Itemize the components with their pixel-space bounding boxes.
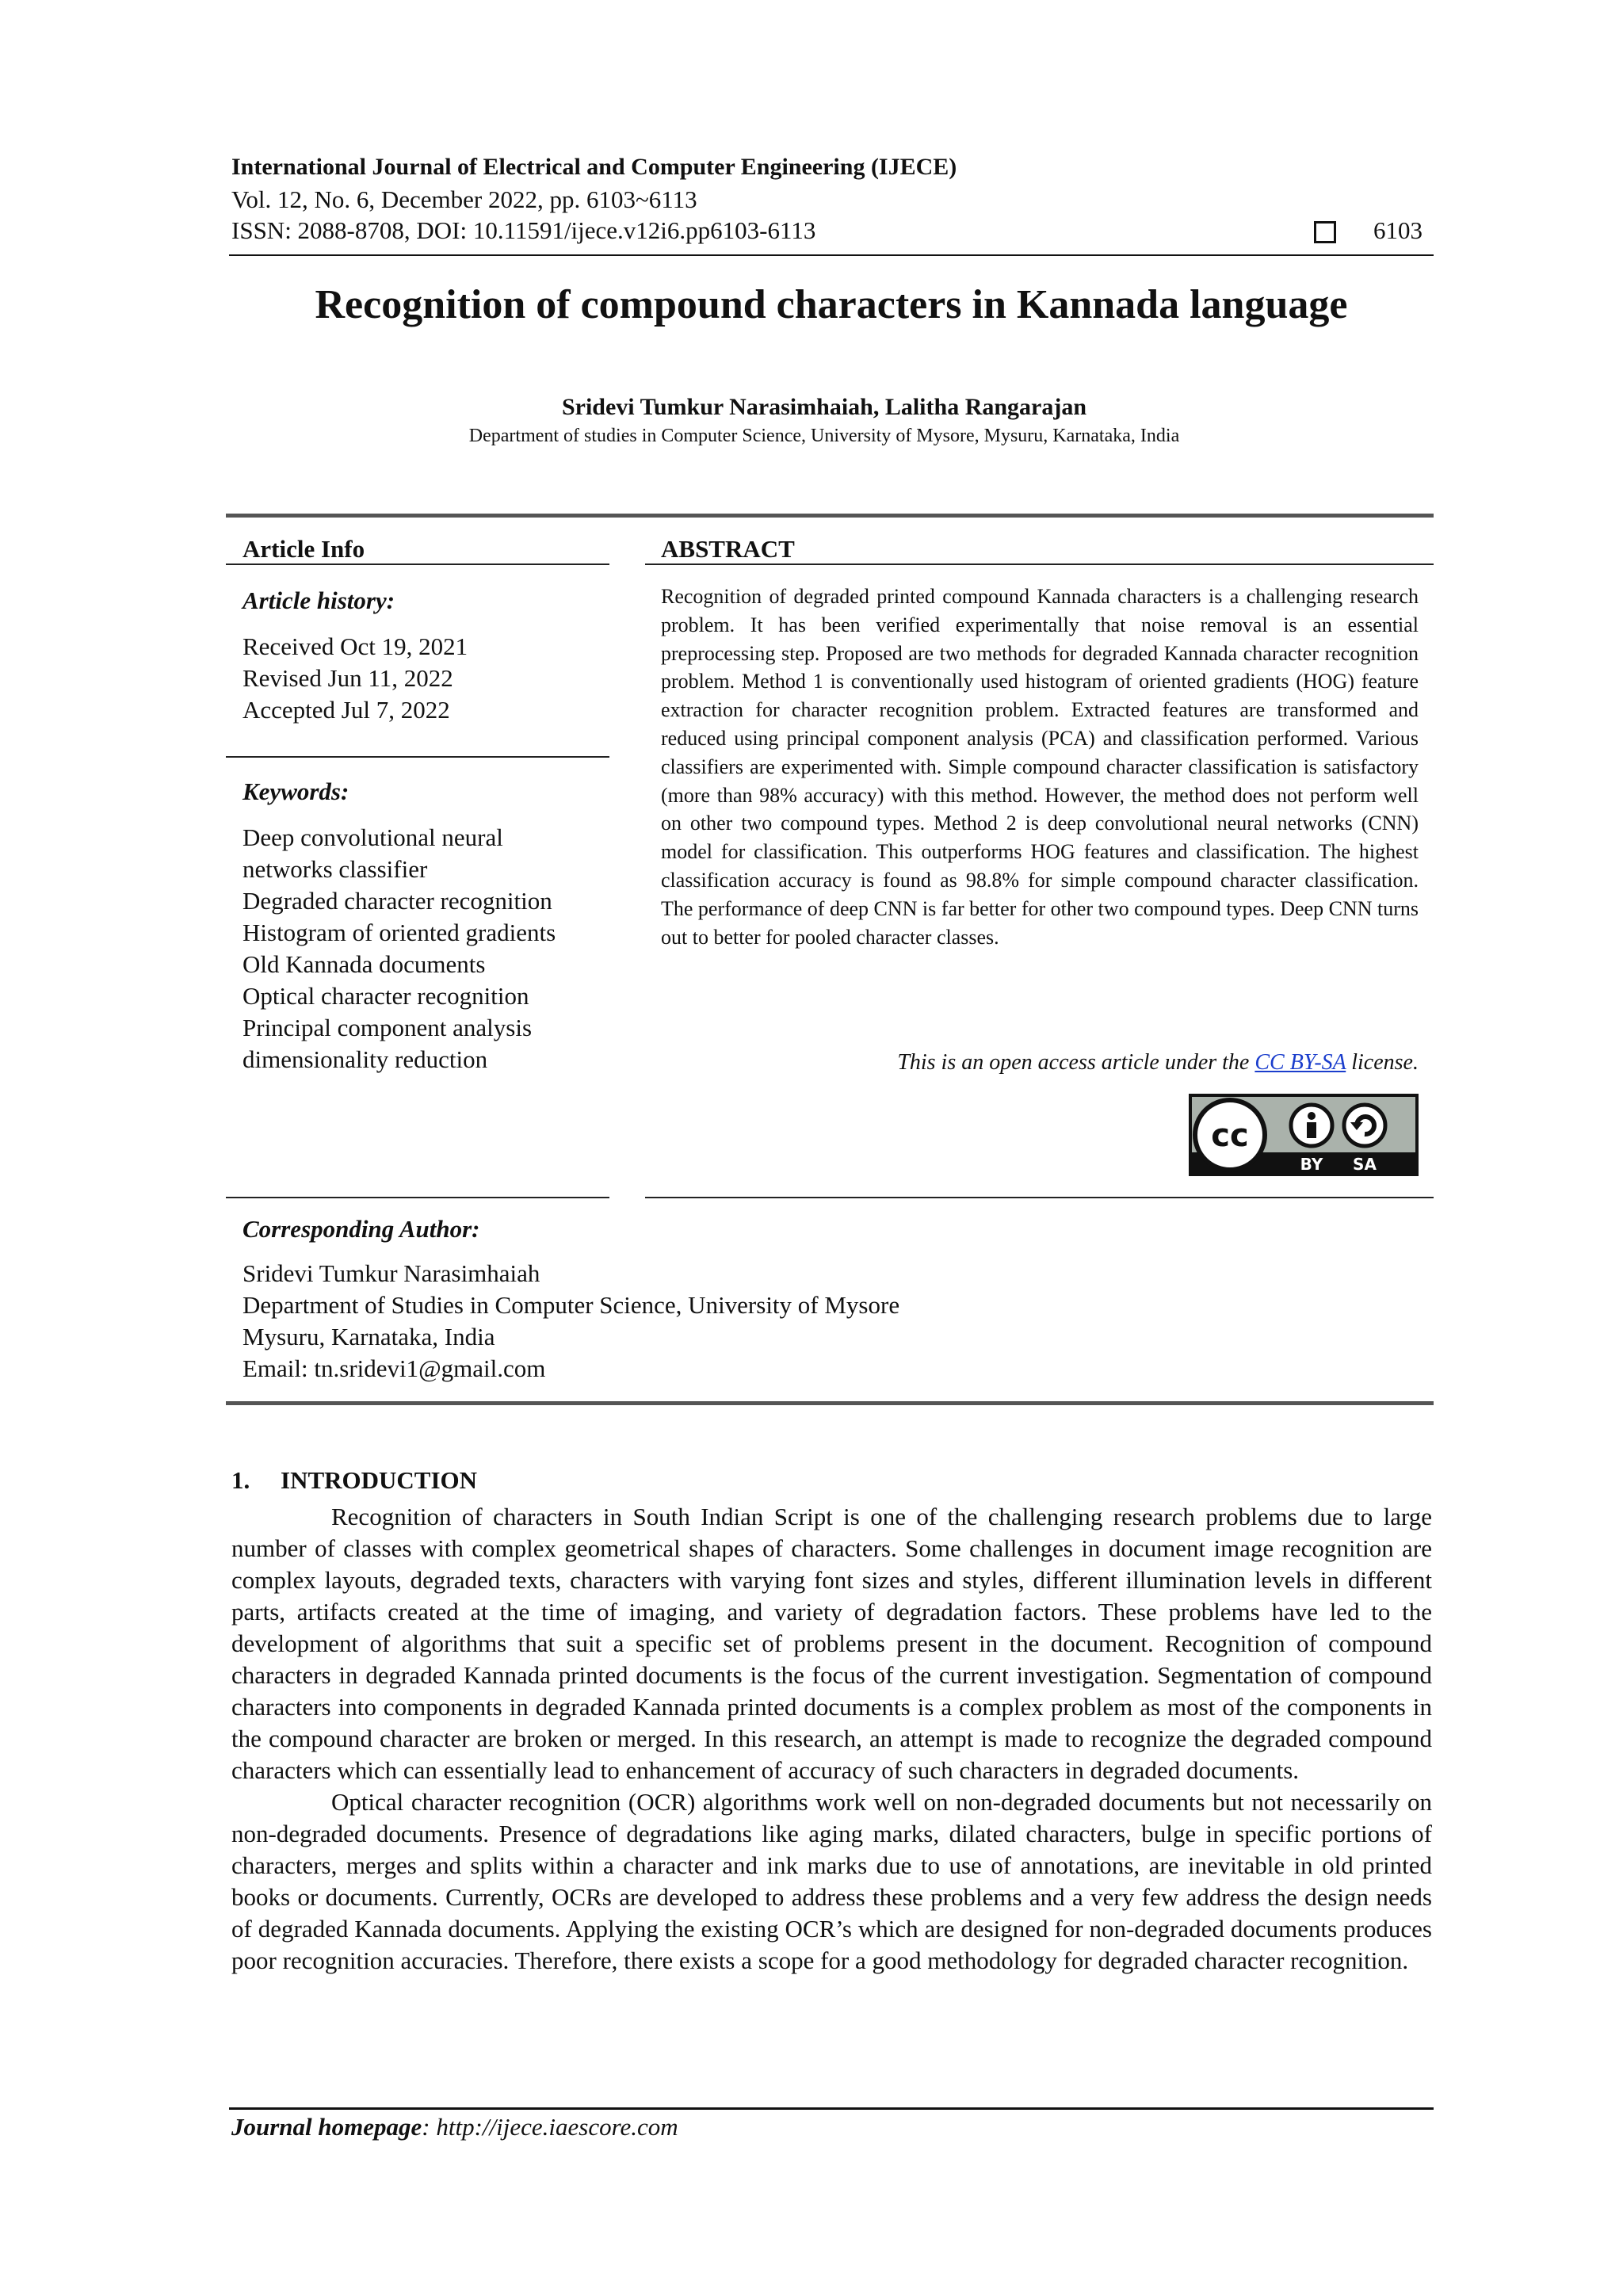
abstract-heading: ABSTRACT [661,535,795,563]
keyword-item: networks classifier [242,855,428,883]
keyword-item: Deep convolutional neural [242,823,503,851]
article-history-list [242,631,468,726]
introduction-heading: 1. INTRODUCTION [231,1466,478,1494]
keyword-item: dimensionality reduction [242,1045,488,1073]
checkbox-square-icon [1314,221,1336,243]
corresponding-email: Email: tn.sridevi1@gmail.com [242,1354,546,1382]
keyword-item: Old Kannada documents [242,950,486,978]
by-person-body [1307,1122,1316,1138]
by-label: BY [1300,1155,1323,1174]
history-received: Received Oct 19, 2021 [242,632,468,660]
license-statement [661,1050,1419,1075]
corresponding-author-details [242,1258,899,1385]
journal-homepage [231,2113,678,2141]
corresponding-name: Sridevi Tumkur Narasimhaiah [242,1259,540,1287]
corresponding-department: Department of Studies in Computer Science, University of Mysore [242,1291,900,1319]
keyword-item: Principal component analysis [242,1014,533,1041]
cc-text: cc [1211,1117,1249,1154]
article-info-heading: Article Info [242,535,365,563]
header-divider [229,254,1434,256]
history-revised: Revised Jun 11, 2022 [242,664,453,692]
history-accepted: Accepted Jul 7, 2022 [242,696,450,724]
abstract-bottom-rule [645,1197,1434,1198]
introduction-paragraph: Recognition of characters in South Indian Script is one of the challenging research problems due to large number of classes with complex geometrical shapes of characters. Some challenges in document image recognition are complex layouts, degraded texts, characters with varying font sizes and styles, different illumination levels in different parts, artifacts created at the time of imaging, and variety of degradation factors. These problems have led to the development of algorithms that suit a specific set of problems present in the document. Recognition of compound characters in degraded Kannada printed documents is the focus of the current investigation. Segmentation of compound characters into components in degraded Kannada printed documents is a complex problem as most of the components in the compound character are broken or merged. In this research, an attempt is made to recognize the degraded compound characters which can essentially lead to enhancement of accuracy of such characters in degraded documents. [231,1503,1432,1784]
paper-title: Recognition of compound characters in Kannada language [315,282,1348,327]
sa-share-alike-icon [1344,1105,1385,1146]
author-list: Sridevi Tumkur Narasimhaiah, Lalitha Rangarajan [561,394,1087,420]
author-affiliation: Department of studies in Computer Science, University of Mysore, Mysuru, Karnataka, India [468,426,1180,446]
keywords-heading: Keywords: [242,777,349,805]
abstract-rule [645,563,1434,565]
keywords-bottom-rule [226,1197,609,1198]
info-box-bottom-rule [226,1401,1434,1405]
license-prefix: This is an open access article under the [897,1050,1255,1075]
history-keywords-divider [226,756,609,758]
footer-divider [229,2107,1434,2110]
cc-by-sa-link[interactable]: CC BY-SA [1254,1050,1346,1075]
introduction-paragraph: Optical character recognition (OCR) algorithms work well on non-degraded documents but not necessarily on non-degraded documents. Presence of degradations like aging marks, dilated characters, bulge in specific portions of characters, merges and splits within a character and ink marks due to use of annotations, are inevitable in old printed books or documents. Currently, OCRs are developed to address these problems and a very few address the design needs of degraded Kannada documents. Applying the existing OCR’s which are designed for non-degraded documents produces poor recognition accuracies. Therefore, there exists a scope for a good methodology for degraded character recognition. [231,1788,1432,1974]
homepage-label: Journal homepage [231,2113,422,2141]
page-number: 6103 [1373,216,1423,244]
corresponding-location: Mysuru, Karnataka, India [242,1323,495,1350]
journal-issn-doi: ISSN: 2088-8708, DOI: 10.11591/ijece.v12i6.pp6103-6113 [231,216,816,244]
journal-name: International Journal of Electrical and Computer Engineering (IJECE) [231,154,957,180]
introduction-body [231,1501,1432,1977]
corresponding-author-heading: Corresponding Author: [242,1215,480,1243]
keyword-item: Optical character recognition [242,982,529,1010]
cc-by-sa-badge[interactable] [1189,1094,1419,1176]
journal-volume: Vol. 12, No. 6, December 2022, pp. 6103~6113 [231,185,697,213]
sa-label: SA [1353,1155,1377,1174]
homepage-url[interactable]: : http://ijece.iaescore.com [422,2113,678,2141]
keywords-list [242,822,556,1075]
by-person-head [1308,1112,1316,1120]
info-box-top-rule [226,514,1434,518]
abstract-text: Recognition of degraded printed compound Kannada characters is a challenging research problem. It has been verified experimentally that noise removal is an essential preprocessing step. Proposed are two methods for degraded Kannada character recognition problem. Method 1 is conventionally used histogram of oriented gradients (HOG) feature extraction for character recognition problem. Extracted features are transformed and reduced using principal component analysis (PCA) and classification performed. Various classifiers are experimented with. Simple compound character classification is satisfactory (more than 98% accuracy) with this method. However, the method does not perform well on other two compound types. Method 2 is deep convolutional neural networks (CNN) model for classification. This outperforms HOG features and classification. The highest classification accuracy is found as 98.8% for simple compound character classification. The performance of deep CNN is far better for other two compound types. Deep CNN turns out to better for pooled character classes. [661,585,1419,949]
article-info-rule [226,563,609,565]
keyword-item: Degraded character recognition [242,887,552,915]
article-history-heading: Article history: [242,586,395,614]
keyword-item: Histogram of oriented gradients [242,919,556,946]
license-suffix: license. [1346,1050,1419,1075]
